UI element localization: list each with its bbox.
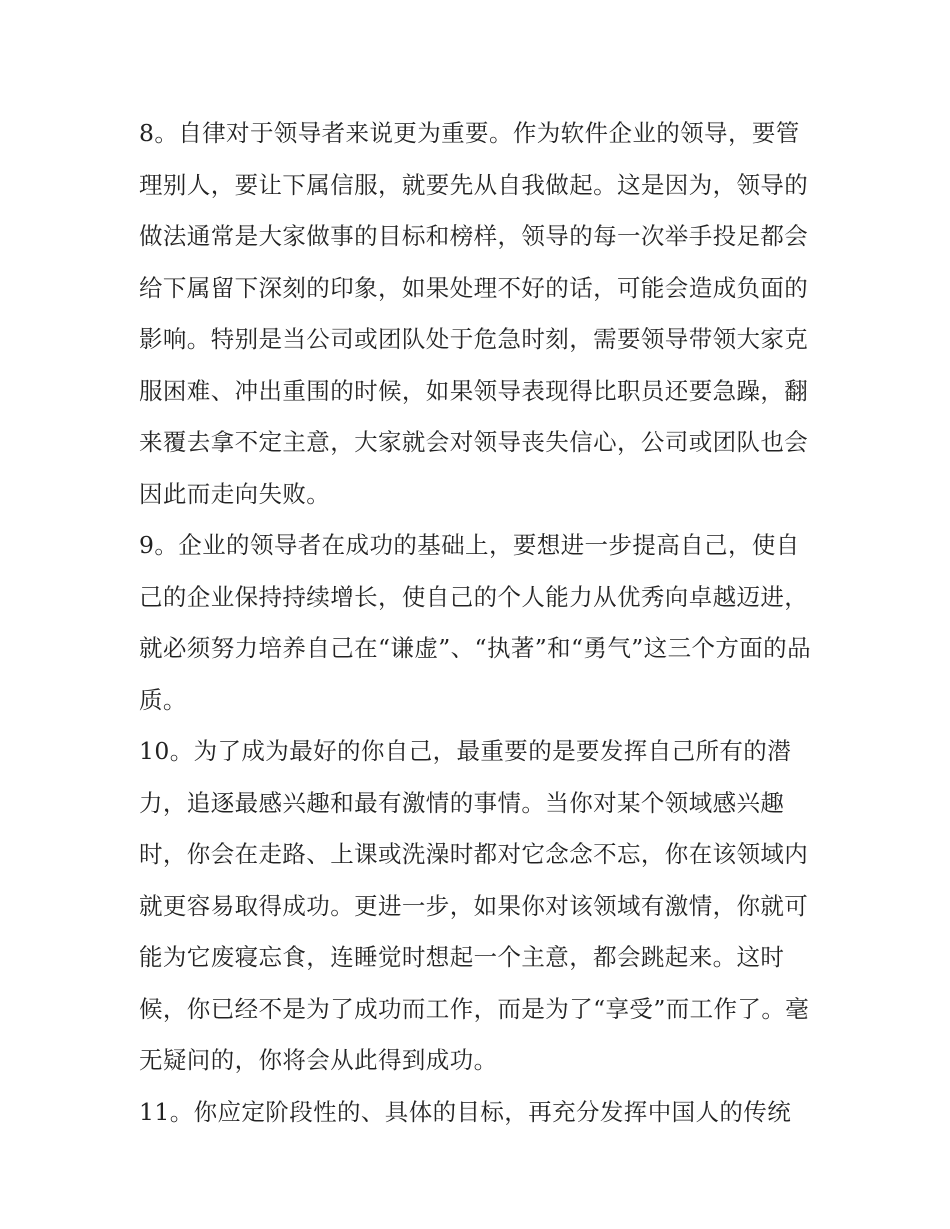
- document-body: [139, 108, 811, 1138]
- paragraph-8: 8。自律对于领导者来说更为重要。作为软件企业的领导，要管理别人，要让下属信服，就要先从自我做起。这是因为，领导的做法通常是大家做事的目标和榜样，领导的每一次举手投足都会给下属留下深刻的印象，如果处理不好的话，可能会造成负面的影响。特别是当公司或团队处于危急时刻，需要领导带领大家克服困难、冲出重围的时候，如果领导表现得比职员还要急躁，翻来覆去拿不定主意，大家就会对领导丧失信心，公司或团队也会因此而走向失败。: [139, 119, 809, 508]
- paragraph-10: 10。为了成为最好的你自己，最重要的是要发挥自己所有的潜力，追逐最感兴趣和最有激情的事情。当你对某个领域感兴趣时，你会在走路、上课或洗澡时都对它念念不忘，你在该领域内就更容易取得成功。更进一步，如果你对该领域有激情，你就可能为它废寝忘食，连睡觉时想起一个主意，都会跳起来。这时候，你已经不是为了成功而工作，而是为了“享受”而工作了。毫无疑问的，你将会从此得到成功。: [139, 737, 810, 1074]
- paragraph-9: 9。企业的领导者在成功的基础上，要想进一步提高自己，使自己的企业保持持续增长，使自己的个人能力从优秀向卓越迈进，就必须努力培养自己在“谦虚”、“执著”和“勇气”这三个方面的品质。: [139, 531, 811, 714]
- paragraph-11: 11。你应定阶段性的、具体的目标，再充分发挥中国人的传统: [139, 1097, 792, 1126]
